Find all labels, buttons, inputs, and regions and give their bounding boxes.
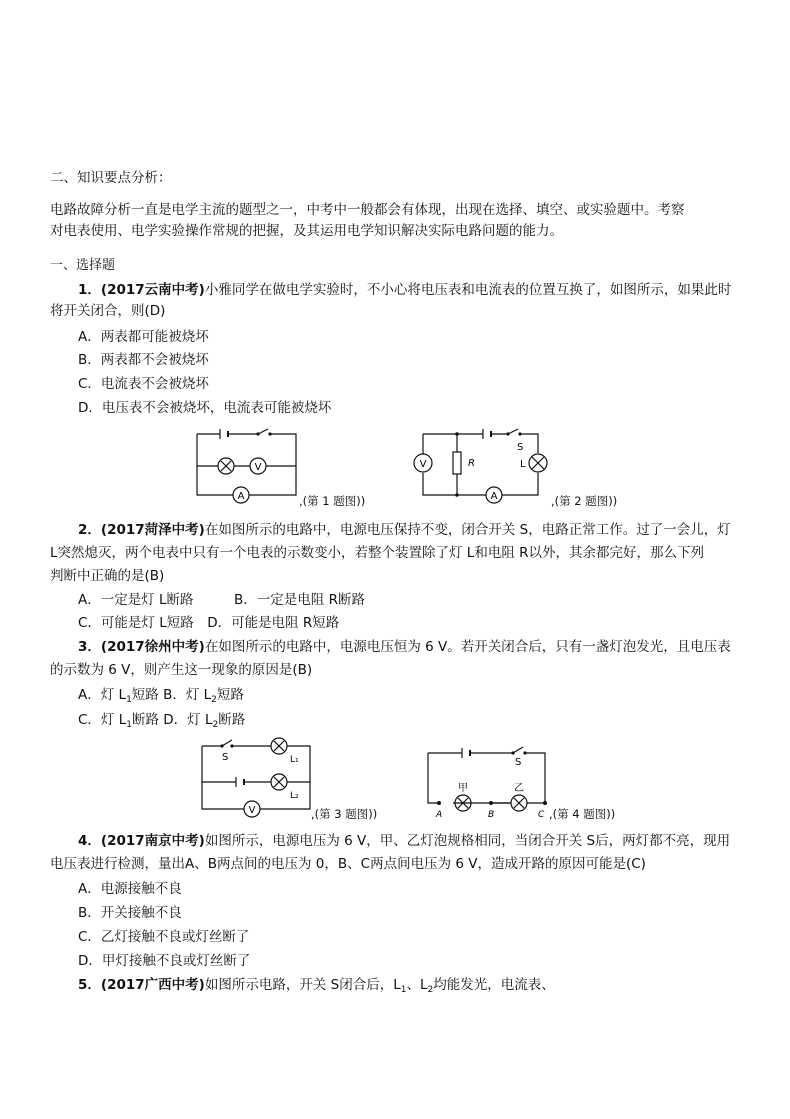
q3-text-1: 在如图所示的电路中，电源电压恒为 6 V。若开关闭合后，只有一盏灯泡发光，且电压表 [204,639,731,655]
q3-option-a: A．灯 L [78,687,127,703]
q1-option-a: A．两表都可能被烧坏 [78,329,209,345]
q5-text-pre: 如图所示电路，开关 S闭合后，L [204,977,401,993]
q2-options-row-2: C．可能是灯 L短路 D．可能是电阻 R短路 [78,615,340,631]
fig4-lamp-yi-label: 乙 [514,783,524,794]
q4-option-c: C．乙灯接触不良或灯丝断了 [78,929,250,945]
fig2-voltmeter-label: V [419,459,427,470]
q2-options-row-1: A．一定是灯 L断路 B．一定是电阻 R断路 [78,592,365,608]
q1-line-1 [78,280,731,300]
q5-number: 5． [78,977,101,993]
fig1-ammeter-label: A [237,491,245,502]
fig2-lamp-label: L [520,459,526,470]
q3-option-b-tail: 短路 [216,687,244,703]
q3-option-c-tail: 断路 [131,712,159,728]
q2-text-1: 在如图所示的电路中，电源电压保持不变，闭合开关 S，电路正常工作。过了一会儿，灯 [204,522,731,538]
q4-line-2: 电压表进行检测，量出A、B两点间的电压为 0，B、C两点间电压为 6 V，造成开路的原因可能是(C) [50,856,646,872]
q3-option-d-tail: 断路 [218,712,246,728]
fig4-point-a: A [436,810,443,820]
intro-line-1: 电路故障分析一直是电学主流的题型之一，中考中一般都会有体现，出现在选择、填空、或实验题中。考察 [50,202,685,218]
q3-source: (2017徐州中考) [100,639,205,655]
q3-option-c: C．灯 L [78,712,127,728]
intro-line-2: 对电表使用、电学实验操作常规的把握，及其运用电学知识解决实际电路问题的能力。 [50,223,563,239]
fig3-lamp1-label: L₁ [290,755,299,765]
figure-2-circuit [410,428,560,508]
fig2-resistor-label: R [468,458,475,469]
figure-3-caption: ,(第 3 题图)) [311,807,378,821]
q1-option-d: D．电压表不会被烧坏，电流表可能被烧坏 [78,400,332,416]
fig4-switch-label: S [515,757,522,768]
q3-line-2: 的示数为 6 V，则产生这一现象的原因是(B) [50,662,313,678]
q5-source: (2017广西中考) [100,977,205,993]
q1-number: 1． [78,282,101,298]
q3-line-1 [78,637,731,657]
figure-4-circuit [420,741,560,821]
q3-option-d-sub: 2 [212,720,219,730]
q1-source: (2017云南中考) [100,282,205,298]
q1-line-2: 将开关闭合，则(D) [50,303,166,319]
q1-option-c: C．电流表不会被烧坏 [78,376,209,392]
part-heading: 一、选择题 [50,258,116,273]
figure-3-circuit [200,736,320,820]
fig2-ammeter-label: A [490,491,498,502]
q3-number: 3． [78,639,101,655]
figure-1-circuit [190,428,310,508]
q3-option-a-tail: 短路 [131,687,159,703]
q4-text-1: 如图所示，电源电压为 6 V，甲、乙灯泡规格相同，当闭合开关 S后，两灯都不亮，现用 [204,833,731,849]
q4-option-b: B．开关接触不良 [78,905,182,921]
fig4-point-c: C [538,810,545,820]
fig4-point-b: B [488,810,495,820]
q4-option-a: A．电源接触不良 [78,881,182,897]
q3-options-row-1 [78,685,244,705]
q3-option-a-sub: 1 [126,695,132,705]
q5-line-1 [78,975,555,995]
q2-line-2: L突然熄灭，两个电表中只有一个电表的示数变小，若整个装置除了灯 L和电阻 R以外，其余都完好，那么下列 [50,545,705,561]
q4-line-1 [78,831,730,851]
q4-source: (2017南京中考) [100,833,205,849]
fig1-voltmeter-label: V [254,462,262,473]
q3-option-b-sub: 2 [211,695,217,705]
figure-2-caption: ,(第 2 题图)) [551,494,618,508]
q3-option-d: D．灯 L [163,712,213,728]
fig3-lamp2-label: L₂ [290,791,299,801]
q1-text-1: 小雅同学在做电学实验时，不小心将电压表和电流表的位置互换了，如图所示，如果此时 [204,282,732,298]
fig3-switch-label: S [222,752,229,763]
q5-sub-2: 2 [427,985,434,995]
fig2-switch-label: S [517,442,524,453]
q3-option-b: B．灯 L [163,687,212,703]
q5-sub-1: 1 [400,985,407,995]
fig3-voltmeter-label: V [248,805,256,816]
q3-option-c-sub: 1 [126,720,132,730]
q4-number: 4． [78,833,101,849]
q2-line-1 [78,520,731,540]
q5-text-mid: 、L [406,977,428,993]
section-heading: 二、知识要点分析： [50,170,172,186]
q5-text-tail: 均能发光，电流表、 [433,977,555,993]
fig4-lamp-jia-label: 甲 [458,783,468,794]
q1-option-b: B．两表都不会被烧坏 [78,352,209,368]
figure-1-caption: ,(第 1 题图)) [299,494,366,508]
q3-options-row-2 [78,710,245,730]
q4-option-d: D．甲灯接触不良或灯丝断了 [78,953,251,969]
q2-source: (2017菏泽中考) [100,522,205,538]
figure-4-caption: ,(第 4 题图)) [549,807,616,821]
q2-line-3: 判断中正确的是(B) [50,568,165,584]
q2-number: 2． [78,522,101,538]
